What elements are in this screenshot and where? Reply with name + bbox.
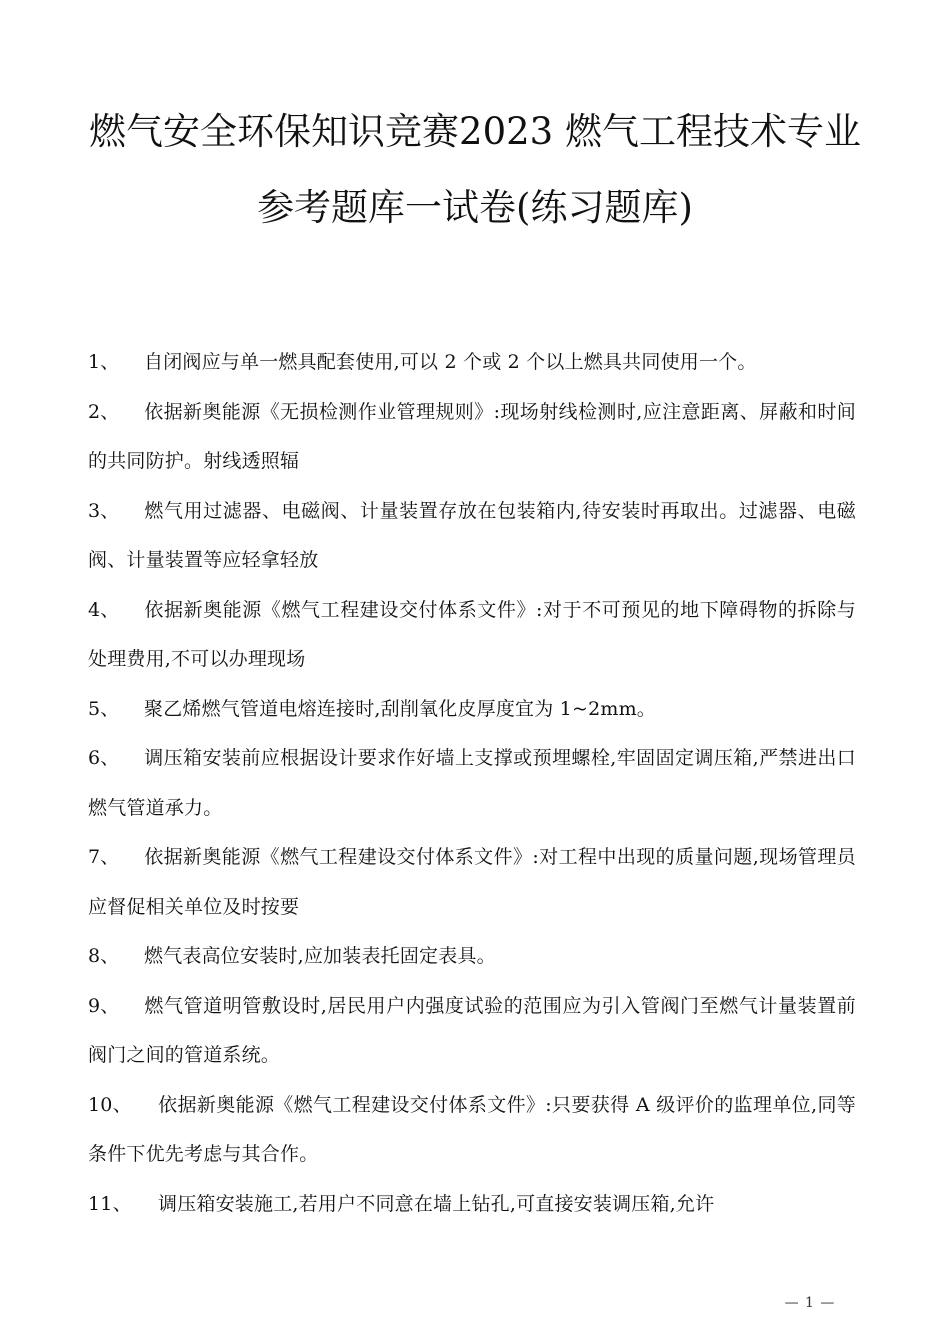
document-title-line-2: 参考题库一试卷(练习题库) — [257, 186, 693, 229]
question-number: 1、 — [88, 351, 120, 373]
question-text: 依据新奥能源《燃气工程建设交付体系文件》:只要获得 A 级评价的监理单位,同等条件下优先考虑与其合作。 — [88, 1093, 856, 1165]
question-text: 燃气表高位安装时,应加装表托固定表具。 — [144, 945, 496, 967]
question-number: 6、 — [88, 747, 120, 769]
question-item — [88, 833, 856, 932]
question-text: 自闭阀应与单一燃具配套使用,可以 2 个或 2 个以上燃具共同使用一个。 — [144, 351, 757, 373]
question-text: 依据新奥能源《燃气工程建设交付体系文件》:对工程中出现的质量问题,现场管理员应督促相关单位及时按要 — [88, 846, 856, 918]
question-text: 调压箱安装前应根据设计要求作好墙上支撑或预埋螺栓,牢固固定调压箱,严禁进出口燃气管道承力。 — [88, 747, 856, 819]
question-number: 4、 — [88, 598, 120, 621]
question-item — [88, 338, 856, 388]
question-item — [88, 982, 856, 1081]
question-item — [88, 1180, 856, 1230]
question-item — [88, 487, 856, 586]
question-number: 10、 — [88, 1093, 132, 1116]
question-text: 依据新奥能源《燃气工程建设交付体系文件》:对于不可预见的地下障碍物的拆除与处理费用,不可以办理现场 — [88, 598, 856, 670]
question-number: 9、 — [88, 994, 120, 1017]
question-item — [88, 388, 856, 487]
question-item — [88, 685, 856, 735]
question-text: 调压箱安装施工,若用户不同意在墙上钻孔,可直接安装调压箱,允许 — [158, 1192, 715, 1215]
question-text: 聚乙烯燃气管道电熔连接时,刮削氧化皮厚度宜为 1~2mm。 — [144, 697, 657, 720]
document-title-line-1: 燃气安全环保知识竞赛2023 燃气工程技术专业 — [89, 110, 861, 153]
question-item — [88, 586, 856, 685]
question-number: 8、 — [88, 945, 120, 967]
question-item — [88, 734, 856, 833]
question-number: 7、 — [88, 846, 120, 868]
question-text: 依据新奥能源《无损检测作业管理规则》:现场射线检测时,应注意距离、屏蔽和时间的共同防护。射线透照辐 — [88, 400, 856, 472]
question-list — [88, 338, 856, 1229]
question-item — [88, 932, 856, 982]
question-number: 2、 — [88, 400, 120, 423]
question-number: 3、 — [88, 499, 120, 522]
question-item — [88, 1081, 856, 1180]
question-number: 11、 — [88, 1192, 132, 1215]
question-text: 燃气用过滤器、电磁阀、计量装置存放在包装箱内,待安装时再取出。过滤器、电磁阀、计量装置等应轻拿轻放 — [88, 499, 856, 571]
page-number: — 1 — — [784, 1295, 836, 1311]
question-number: 5、 — [88, 697, 120, 720]
question-text: 燃气管道明管敷设时,居民用户内强度试验的范围应为引入管阀门至燃气计量装置前阀门之间的管道系统。 — [88, 994, 856, 1066]
